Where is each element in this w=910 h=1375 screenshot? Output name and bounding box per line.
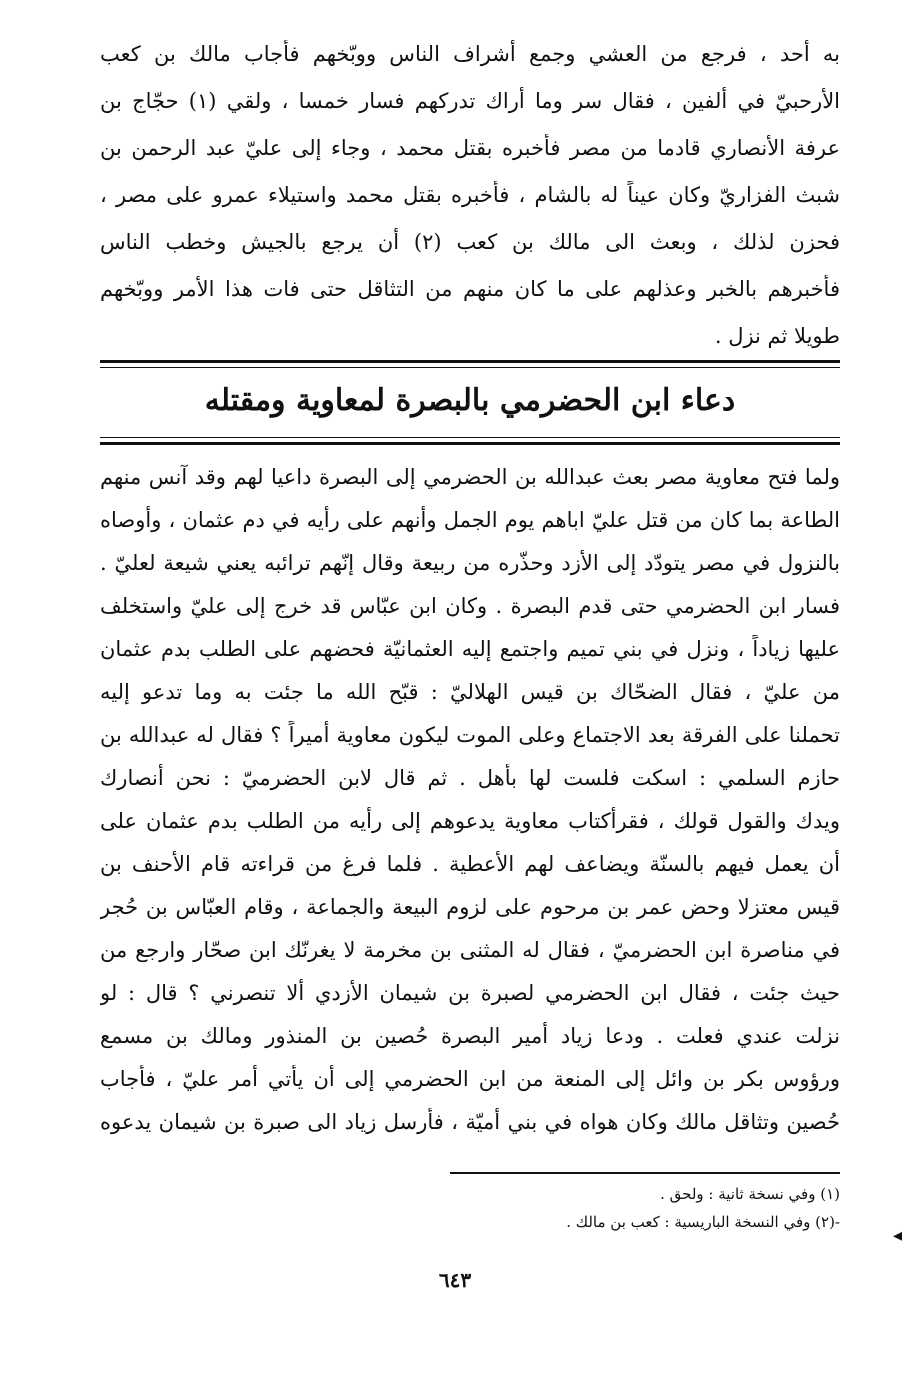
text-line: فأخبرهم بالخبر وعذلهم على ما كان منهم من التثاقل حتى فات هذا الأمر ووبّخهم — [100, 277, 840, 301]
footnote-1: (١) وفي نسخة ثانية : ولحق . — [660, 1185, 840, 1203]
text-line: فحزن لذلك ، وبعث الى مالك بن كعب (٢) أن يرجع بالجيش وخطب الناس — [100, 230, 840, 254]
text-line: حُصين وتثاقل مالك وكان هواه في بني أميّة ، فأرسل زياد الى صبرة بن شيمان يدعوه — [100, 1110, 840, 1134]
heading-rule-top-thin — [100, 367, 840, 368]
text-line: به أحد ، فرجع من العشي وجمع أشراف الناس ووبّخهم فأجاب مالك بن كعب — [100, 42, 840, 66]
page-number: ٦٤٣ — [438, 1268, 472, 1292]
text-line: عليها زياداً ، ونزل في بني تميم واجتمع إليه العثمانيّة فحضهم على الطلب بدم عثمان — [100, 637, 840, 661]
text-line: تحملنا على الفرقة بعد الاجتماع وعلى الموت ليكون معاوية أميراً ؟ فقال له عبدالله بن — [100, 723, 840, 747]
footnote-2: -(٢) وفي النسخة الباريسية : كعب بن مالك . — [566, 1213, 840, 1231]
text-line: شبث الفزاريّ وكان عيناً له بالشام ، فأخبره بقتل محمد واستيلاء عمرو على مصر ، — [100, 183, 840, 207]
text-line: عرفة الأنصاري قادما من مصر فأخبره بقتل محمد ، وجاء إلى عليّ عبد الرحمن بن — [100, 136, 840, 160]
scan-edge-mark: ◂ — [893, 1225, 903, 1246]
text-line: في مناصرة ابن الحضرميّ ، فقال له المثنى بن مخرمة لا يغرنّك ابن صحّار وارجع من — [100, 938, 840, 962]
text-line: ولما فتح معاوية مصر بعث عبدالله بن الحضرمي إلى البصرة داعيا لهم وقد آنس منهم — [100, 465, 840, 489]
text-line: حيث جئت ، فقال ابن الحضرمي لصبرة بن شيمان الأزدي ألا تنصرني ؟ قال : لو — [100, 981, 840, 1005]
footnote-separator — [450, 1172, 840, 1174]
text-line: ويدك والقول قولك ، فقرأكتاب معاوية يدعوهم إلى رأيه من الطلب بدم عثمان على — [100, 809, 840, 833]
heading-rule-bottom-thin — [100, 437, 840, 438]
text-line: الطاعة بما كان من قتل عليّ اباهم يوم الجمل وأنهم على رأيه في دم عثمان ، وأوصاه — [100, 508, 840, 532]
heading-rule-top-thick — [100, 360, 840, 363]
text-line: بالنزول في مصر يتودّد إلى الأزد وحذّره من ربيعة وقال إنّهم ترائبه يعني شيعة لعليّ . — [100, 551, 840, 575]
text-line: نزلت عندي فعلت . ودعا زياد أمير البصرة حُصين بن المنذور ومالك بن مسمع — [100, 1024, 840, 1048]
text-line: فسار ابن الحضرمي حتى قدم البصرة . وكان ابن عبّاس قد خرج إلى عليّ واستخلف — [100, 594, 840, 618]
heading-rule-bottom-thick — [100, 442, 840, 445]
text-line: الأرحبيّ في ألفين ، فقال سر وما أراك تدركهم فسار خمسا ، ولقي (١) حجّاج بن — [100, 89, 840, 113]
text-line: من عليّ ، فقال الضحّاك بن قيس الهلاليّ : قبّح الله ما جئت به وما تدعو إليه — [100, 680, 840, 704]
text-line: طويلا ثم نزل . — [714, 324, 840, 348]
section-heading: دعاء ابن الحضرمي بالبصرة لمعاوية ومقتله — [204, 383, 736, 418]
text-line: أن يعمل فيهم بالسنّة ويضاعف لهم الأعطية . فلما فرغ من قراءته قام الأحنف بن — [100, 852, 840, 876]
text-line: حازم السلمي : اسكت فلست لها بأهل . ثم قال لابن الحضرميّ : نحن أنصارك — [100, 766, 840, 790]
text-line: قيس معتزلا وحض عمر بن مرحوم على لزوم البيعة والجماعة ، وقام العبّاس بن حُجر — [100, 895, 840, 919]
text-line: ورؤوس بكر بن وائل إلى المنعة من ابن الحضرمي إلى أن يأتي أمر عليّ ، فأجاب — [100, 1067, 840, 1091]
